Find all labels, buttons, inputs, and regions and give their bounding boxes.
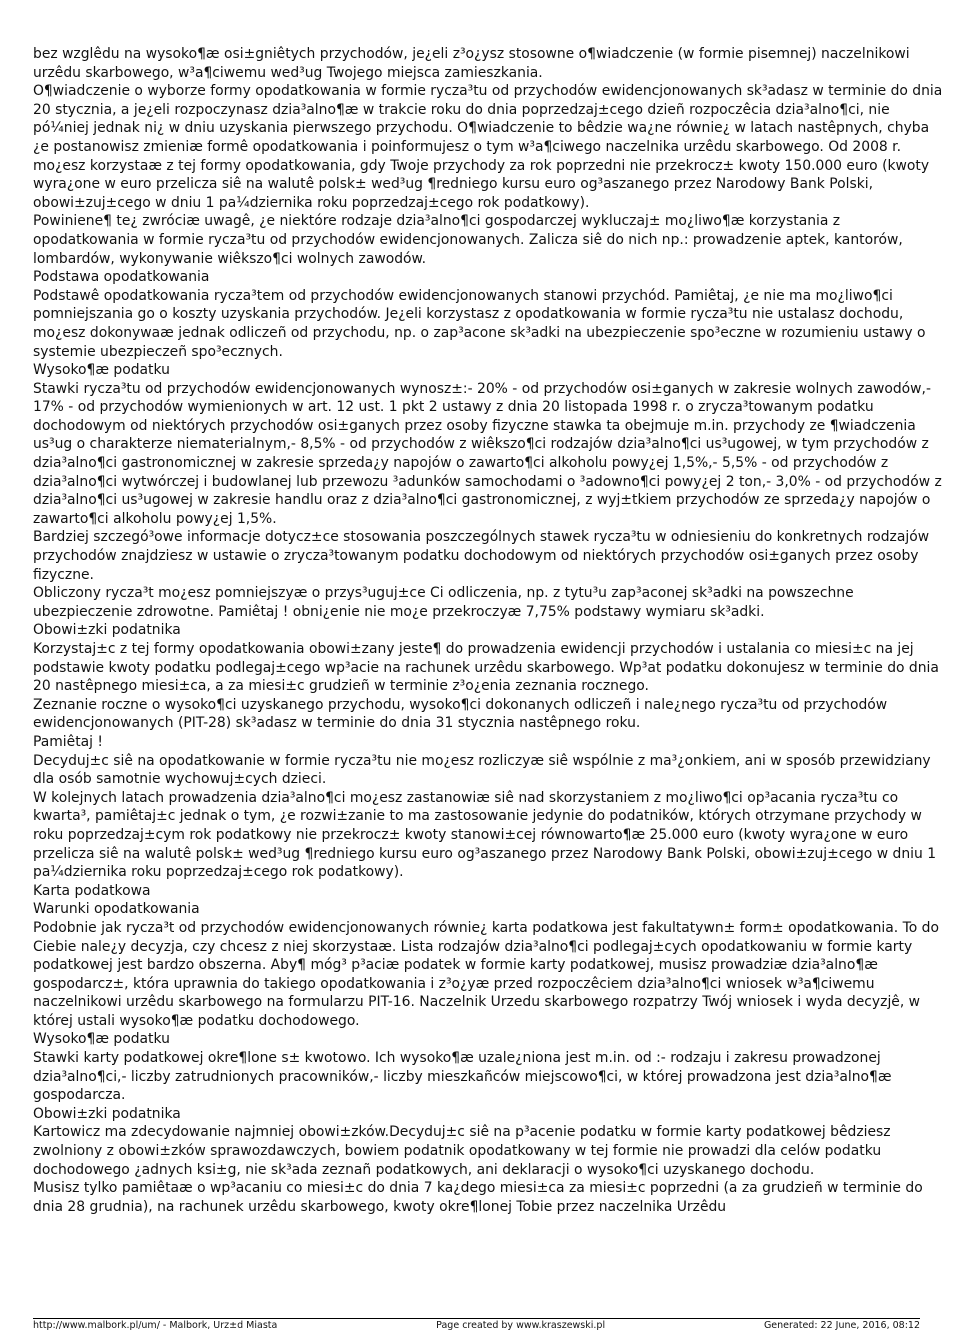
section-heading: Karta podatkowa — [33, 882, 151, 899]
paragraph: Musisz tylko pamiêtaæ o wp³acaniu co miesi±c do dnia 7 ka¿dego miesi±ca za miesi±c poprzedni (a za grudzieñ w terminie do dnia 28 grudnia), na rachunek urzêdu skarbowego, kwoty okre¶lonej Tobie przez naczelnika Urzêdu — [33, 1180, 923, 1215]
section-heading: Wysoko¶æ podatku — [33, 362, 170, 379]
section-heading: Wysoko¶æ podatku — [33, 1031, 170, 1048]
document-body — [33, 45, 948, 1216]
paragraph: Korzystaj±c z tej formy opodatkowania obowi±zany jeste¶ do prowadzenia ewidencji przychodów i ustalania co miesi±c na jej podstawie kwoty podatku podlegaj±cego wp³acie na rachunek urzêdu skarbowego. Wp³at podatku dokonujesz w terminie do dnia 20 nastêpnego miesi±ca, a za miesi±c grudzieñ w terminie z³o¿enia zeznania rocznego. — [33, 641, 939, 695]
paragraph: Decyduj±c siê na opodatkowanie w formie rycza³tu nie mo¿esz rozliczyæ siê wspólnie z ma³¿onkiem, ani w sposób przewidziany dla osób samotnie wychowuj±cych dzieci. — [33, 752, 931, 788]
section-heading: Obowi±zki podatnika — [33, 1105, 181, 1122]
paragraph: Obliczony rycza³t mo¿esz pomniejszyæ o przys³uguj±ce Ci odliczenia, np. z tytu³u zap³aconej sk³adki na powszechne ubezpieczenie zdrowotne. Pamiêtaj ! obni¿enie nie mo¿e przekroczyæ 7,75% podstawy wymiaru sk³adki. — [33, 585, 854, 620]
paragraph: W kolejnych latach prowadzenia dzia³alno¶ci mo¿esz zastanowiæ siê nad skorzystaniem z mo¿liwo¶ci op³acania rycza³tu co kwarta³, pamiêtaj±c jednak o tym, ¿e rozwi±zanie to ma zastosowanie jedynie do podatników, których otrzymane przychody w roku poprzedzaj±cym rok podatkowy nie przekrocz± kwoty stanowi±cej równowarto¶æ 25.000 euro (kwoty wyra¿one w euro przelicza siê na walutê polsk± wed³ug ¶redniego kursu euro og³aszanego przez Narodowy Bank Polski, obowi±zuj±cego w dniu 1 pa¼dziernika roku poprzedzaj±cego rok podatkowy). — [33, 789, 937, 881]
paragraph: bez wzglêdu na wysoko¶æ osi±gniêtych przychodów, je¿eli z³o¿ysz stosowne o¶wiadczenie (w formie pisemnej) naczelnikowi urzêdu skarbowego, w³a¶ciwemu wed³ug Twojego miejsca zamieszkania. — [33, 46, 910, 81]
section-heading: Obowi±zki podatnika — [33, 622, 181, 639]
footer-source-link[interactable]: http://www.malbork.pl/um/ - Malbork, Urz±d Miasta — [33, 1320, 278, 1331]
paragraph: Zeznanie roczne o wysoko¶ci uzyskanego przychodu, wysoko¶ci dokonanych odliczeñ i nale¿nego rycza³tu od przychodów ewidencjonowanych (PIT-28) sk³adasz w terminie do dnia 31 stycznia nastêpnego roku. — [33, 696, 888, 732]
footer-created-by: Page created by www.kraszewski.pl — [436, 1320, 606, 1331]
section-heading: Warunki opodatkowania — [33, 901, 200, 918]
paragraph: Podstawê opodatkowania rycza³tem od przychodów ewidencjonowanych stanowi przychód. Pamiêtaj, ¿e nie ma mo¿liwo¶ci pomniejszania go o koszty uzyskania przychodów. Je¿eli korzystasz z opodatkowania w formie rycza³tu nie ustalasz dochodu, mo¿esz dokonywaæ jednak odliczeñ od przychodu, np. o zap³acone sk³adki na ubezpieczenie spo³eczne w rozumieniu ustawy o systemie ubezpieczeñ spo³ecznych. — [33, 287, 926, 360]
paragraph: Bardziej szczegó³owe informacje dotycz±ce stosowania poszczególnych stawek rycza³tu w odniesieniu do konkretnych rodzajów przychodów znajdziesz w ustawie o zrycza³towanym podatku dochodowym od niektórych przychodów osi±ganych przez osoby fizyczne. — [33, 529, 930, 583]
section-heading: Podstawa opodatkowania — [33, 269, 210, 286]
paragraph: Stawki karty podatkowej okre¶lone s± kwotowo. Ich wysoko¶æ uzale¿niona jest m.in. od :- rodzaju i zakresu prowadzonej dzia³alno¶ci,- liczby zatrudnionych pracowników,- liczby mieszkañców miejscowo¶ci, w której prowadzona jest dzia³alno¶æ gospodarcza. — [33, 1050, 892, 1104]
paragraph: Stawki rycza³tu od przychodów ewidencjonowanych wynosz±:- 20% - od przychodów osi±ganych w zakresie wolnych zawodów,- 17% - od przychodów wymienionych w art. 12 ust. 1 pkt 2 ustawy z dnia 20 listopada 1998 r. o zrycza³towanym podatku dochodowym od niektórych przychodów osi±ganych przez osoby fizyczne stawka ta obejmuje m.in. przychody ze ¶wiadczenia us³ug o charakterze niematerialnym,- 8,5% - od przychodów z wiêkszo¶ci rodzajów dzia³alno¶ci us³ugowej, w tym przychodów z dzia³alno¶ci gastronomicznej w zakresie sprzeda¿y napojów o zawarto¶ci alkoholu powy¿ej 1,5%,- 5,5% - od przychodów z dzia³alno¶ci wytwórczej i budowlanej lub przewozu ³adunków samochodami o ³adowno¶ci powy¿ej 2 ton,- 3,0% - od przychodów z dzia³alno¶ci us³ugowej w zakresie handlu oraz z dzia³alno¶ci gastronomicznej, z wyj±tkiem przychodów ze sprzeda¿y napojów o zawarto¶ci alkoholu powy¿ej 1,5%. — [33, 380, 942, 527]
paragraph: O¶wiadczenie o wyborze formy opodatkowania w formie rycza³tu od przychodów ewidencjonowanych sk³adasz w terminie do dnia 20 stycznia, a je¿eli rozpoczynasz dzia³alno¶æ w trakcie roku do dnia poprzedzaj±cego dzieñ rozpoczêcia dzia³alno¶ci, nie pó¼niej jednak ni¿ w dniu uzyskania pierwszego przychodu. O¶wiadczenie to bêdzie wa¿ne równie¿ w latach nastêpnych, chyba ¿e postanowisz zmieniæ formê opodatkowania i poinformujesz o tym w³a¶ciwego naczelnika urzêdu skarbowego. Od 2008 r. mo¿esz korzystaæ z tej formy opodatkowania, gdy Twoje przychody za rok poprzedni nie przekrocz± kwoty 150.000 euro (kwoty wyra¿one w euro przelicza siê na walutê polsk± wed³ug ¶redniego kursu euro og³aszanego przez Narodowy Bank Polski, obowi±zuj±cego w dniu 1 pa¼dziernika roku poprzedzaj±cego rok podatkowy). — [33, 83, 943, 211]
paragraph: Pamiêtaj ! — [33, 733, 104, 750]
footer-generated-date: Generated: 22 June, 2016, 08:12 — [763, 1320, 920, 1331]
page-footer — [33, 1318, 920, 1332]
paragraph: Kartowicz ma zdecydowanie najmniej obowi±zków.Decyduj±c siê na p³acenie podatku w formie karty podatkowej bêdziesz zwolniony z obowi±zków sprawozdawczych, bowiem podatnik opodatkowany w tej formie nie prowadzi dla celów podatku dochodowego ¿adnych ksi±g, nie sk³ada zeznañ podatkowych, ani deklaracji o wysoko¶ci uzyskanego dochodu. — [33, 1124, 891, 1178]
paragraph: Powiniene¶ te¿ zwróciæ uwagê, ¿e niektóre rodzaje dzia³alno¶ci gospodarczej wykluczaj± mo¿liwo¶æ korzystania z opodatkowania w formie rycza³tu od przychodów ewidencjonowanych. Zalicza siê do nich np.: prowadzenie aptek, kantorów, lombardów, wykonywanie wiêkszo¶ci wolnych zawodów. — [33, 213, 903, 267]
paragraph: Podobnie jak rycza³t od przychodów ewidencjonowanych równie¿ karta podatkowa jest fakultatywn± form± opodatkowania. To do Ciebie nale¿y decyzja, czy chcesz z niej skorzystaæ. Lista rodzajów dzia³alno¶ci podlegaj±cych opodatkowaniu w formie karty podatkowej jest bardzo obszerna. Aby¶ móg³ p³aciæ podatek w formie karty podatkowej, musisz prowadziæ dzia³alno¶æ gospodarcz±, która uprawnia do takiego opodatkowania i z³o¿yæ przed rozpoczêciem dzia³alno¶ci wniosek w³a¶ciwemu naczelnikowi urzêdu skarbowego na formularzu PIT-16. Naczelnik Urzedu skarbowego rozpatrzy Twój wniosek i wyda decyzjê, w której ustali wysoko¶æ podatku dochodowego. — [33, 919, 939, 1029]
